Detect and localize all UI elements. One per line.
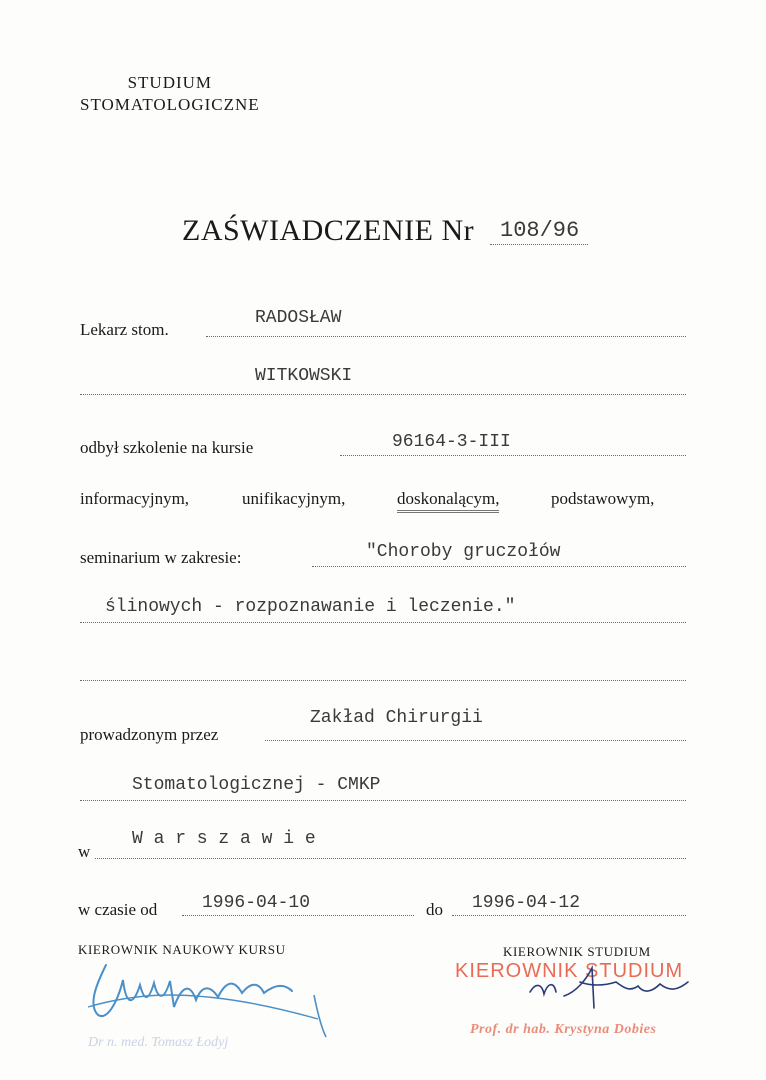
period-from-label: w czasie od: [78, 900, 158, 919]
course-type-unifikacyjnym: unifikacyjnym,: [242, 489, 346, 508]
right-signature-image: [520, 962, 710, 1022]
doctor-first-name: RADOSŁAW: [255, 308, 342, 328]
seminar-line1: [312, 566, 686, 567]
course-code-line: [340, 455, 686, 456]
conducted-by-line1: Zakład Chirurgii: [310, 708, 483, 728]
seminar-topic-line1: "Choroby gruczołów: [366, 542, 561, 562]
course-type-podstawowym: podstawowym,: [551, 489, 655, 508]
course-label: odbył szkolenie na kursie: [80, 438, 254, 457]
certificate-title: ZAŚWIADCZENIE Nr: [182, 214, 475, 247]
seminar-line2: [80, 622, 686, 623]
conducted-line1: [265, 740, 686, 741]
period-to-label: do: [426, 900, 443, 919]
doctor-label: Lekarz stom.: [80, 320, 169, 339]
date-from: 1996-04-10: [202, 893, 311, 913]
left-signature-image: [78, 945, 338, 1045]
course-type-doskonalacym: doskonalącym,: [397, 489, 499, 513]
institution-line1: STUDIUM: [127, 73, 213, 92]
right-signature-title: KIEROWNIK STUDIUM: [503, 944, 651, 959]
date-to-line: [452, 915, 686, 916]
right-stamp: KIEROWNIK STUDIUM: [455, 960, 684, 982]
left-stamp-faint: Dr n. med. Tomasz Łodyj: [88, 1035, 229, 1050]
right-stamp-name: Prof. dr hab. Krystyna Dobies: [470, 1022, 657, 1037]
institution-line2: STOMATOLOGICZNE: [80, 95, 260, 114]
seminar-line3: [80, 680, 686, 681]
city-label: w: [78, 842, 91, 861]
city-value: W a r s z a w i e: [132, 829, 316, 849]
doctor-last-name: WITKOWSKI: [255, 366, 353, 386]
date-to: 1996-04-12: [472, 893, 581, 913]
certificate-number: 108/96: [500, 218, 580, 243]
conducted-line2: [80, 800, 686, 801]
institution-header: [80, 72, 260, 116]
seminar-topic-line2: ślinowych - rozpoznawanie i leczenie.": [105, 597, 516, 617]
first-name-line: [206, 336, 686, 337]
course-code: 96164-3-III: [392, 432, 511, 452]
conducted-label: prowadzonym przez: [80, 725, 219, 744]
city-line: [95, 858, 686, 859]
course-type-informacyjnym: informacyjnym,: [80, 489, 190, 508]
left-signature-title: KIEROWNIK NAUKOWY KURSU: [78, 942, 286, 957]
last-name-line: [80, 394, 686, 395]
date-from-line: [182, 915, 414, 916]
certificate-number-line: [490, 244, 588, 245]
conducted-by-line2: Stomatologicznej - CMKP: [132, 775, 381, 795]
seminar-label: seminarium w zakresie:: [80, 548, 242, 567]
